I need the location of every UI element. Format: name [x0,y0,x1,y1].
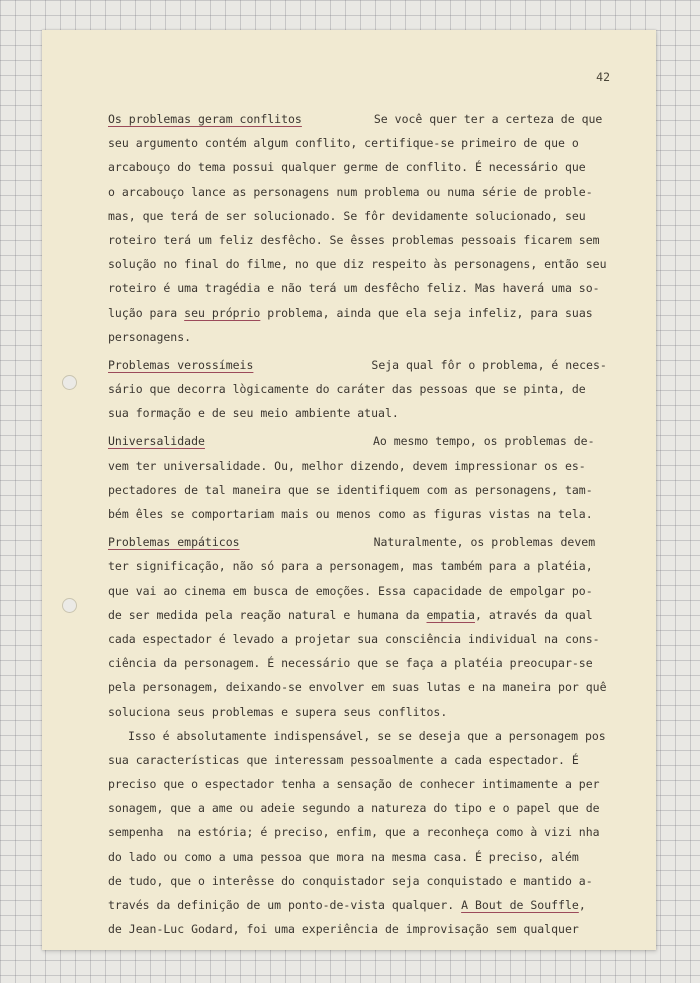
text-span: de Jean-Luc Godard, foi uma experiência de improvisação sem qualquer [108,922,579,937]
text-line [108,155,624,179]
text-span: sário que decorra lògicamente do caráter das pessoas que se pinta, de [108,382,586,397]
text-line [108,603,624,627]
text-line [108,204,624,228]
text-line [108,554,624,578]
text-line [108,748,624,772]
text-line [108,579,624,603]
text-line [108,651,624,675]
text-line [108,276,624,300]
text-line [108,131,624,155]
text-line [108,429,624,453]
text-line [108,845,624,869]
text-span: personagens. [108,329,192,344]
text-line [108,869,624,893]
text-span: pela personagem, deixando-se envolver em suas lutas e na maneira por quê [108,680,607,695]
text-span: que vai ao cinema em busca de emoções. Essa capacidade de empolgar po- [108,583,593,598]
text-line [108,252,624,276]
text-span: sua formação e de seu meio ambiente atual. [108,406,399,421]
text-span: , [578,898,586,912]
text-line [108,820,624,844]
text-span: lução para [108,305,185,320]
text-span: , através da qual [474,607,593,622]
text-line [108,228,624,252]
text-line [108,675,624,699]
text-span: seu argumento contém algum conflito, certifique-se primeiro de que o [108,136,579,151]
text-span: de tudo, que o interêsse do conquistador seja conquistado e mantido a- [108,873,593,888]
text-line [108,401,624,425]
text-line [108,917,624,941]
text-line [108,796,624,820]
text-span: Se você quer ter a certeza de que [373,112,603,126]
text-span: roteiro é uma tragédia e não terá um desfêcho feliz. Mas haverá uma so- [108,281,600,296]
text-span: preciso que o espectador tenha a sensação de conhecer intimamente a per [108,777,600,792]
text-span: do lado ou como a uma pessoa que mora na mesma casa. É preciso, além [108,849,579,864]
text-span: Naturalmente, os problemas devem [373,535,596,550]
text-span: roteiro terá um feliz desfêcho. Se êsses problemas pessoais ficarem sem [108,232,600,247]
text-span: arcabouço do tema possui qualquer germe de conflito. É necessário que [108,160,586,175]
text-line [108,353,624,377]
section-heading: Universalidade [108,434,205,449]
text-span: pectadores de tal maneira que se identifiquem com as personagens, tam- [108,482,593,497]
text-span: través da definição de um ponto-de-vista qualquer. [108,898,462,912]
text-line [108,478,624,502]
text-span: sua características que interessam pessoalmente a cada espectador. É [108,752,579,767]
section-heading: Os problemas geram conflitos [108,112,302,126]
text-span: Isso é absolutamente indispensável, se se deseja que a personagem pos [128,728,606,743]
text-span: problema, ainda que ela seja infeliz, para suas [260,305,593,320]
text-line [108,180,624,204]
text-span: solução no final do filme, no que diz respeito às personagens, então seu [108,257,607,272]
text-span: Seja qual fôr o problema, é neces- [371,357,607,372]
text-span: soluciona seus problemas e supera seus conflitos. [108,704,448,719]
text-span: mas, que terá de ser solucionado. Se fôr devidamente solucionado, seu [108,208,586,223]
text-line [108,530,624,554]
punch-hole-top [62,375,77,390]
text-line [108,772,624,796]
text-span: Ao mesmo tempo, os problemas de- [372,434,595,449]
text-line [108,724,624,748]
text-span: o arcabouço lance as personagens num problema ou numa série de proble- [108,184,593,199]
text-line [108,627,624,651]
text-line [108,107,624,131]
underlined-emphasis: seu próprio [184,305,261,320]
punch-hole-bottom [62,598,77,613]
typewritten-page [42,30,656,950]
text-span: cada espectador é levado a projetar sua consciência individual na cons- [108,631,600,646]
text-line [108,893,624,917]
text-line [108,502,624,526]
page-number: 42 [596,70,610,84]
underlined-emphasis: empatia [426,607,475,622]
text-span: bém êles se comportariam mais ou menos como as figuras vistas na tela. [108,507,593,521]
section-heading: Problemas empáticos [108,535,240,550]
film-title: A Bout de Souffle [461,898,579,912]
text-line [108,454,624,478]
text-line [108,700,624,724]
text-line [108,377,624,401]
text-line [108,301,624,325]
text-span: vem ter universalidade. Ou, melhor dizendo, devem impressionar os es- [108,458,586,473]
text-span: sonagem, que a ame ou adeie segundo a natureza do tipo e o papel que de [108,801,600,816]
body-text [108,107,624,941]
text-line [108,325,624,349]
text-span: de ser medida pela reação natural e humana da [108,607,427,622]
text-span: ciência da personagem. É necessário que se faça a platéia preocupar-se [108,656,593,671]
text-span: ter significação, não só para a personagem, mas também para a platéia, [108,559,593,574]
text-span: sempenha na estória; é preciso, enfim, que a reconheça como à vizi nha [108,825,600,840]
section-heading: Problemas verossímeis [108,357,254,372]
